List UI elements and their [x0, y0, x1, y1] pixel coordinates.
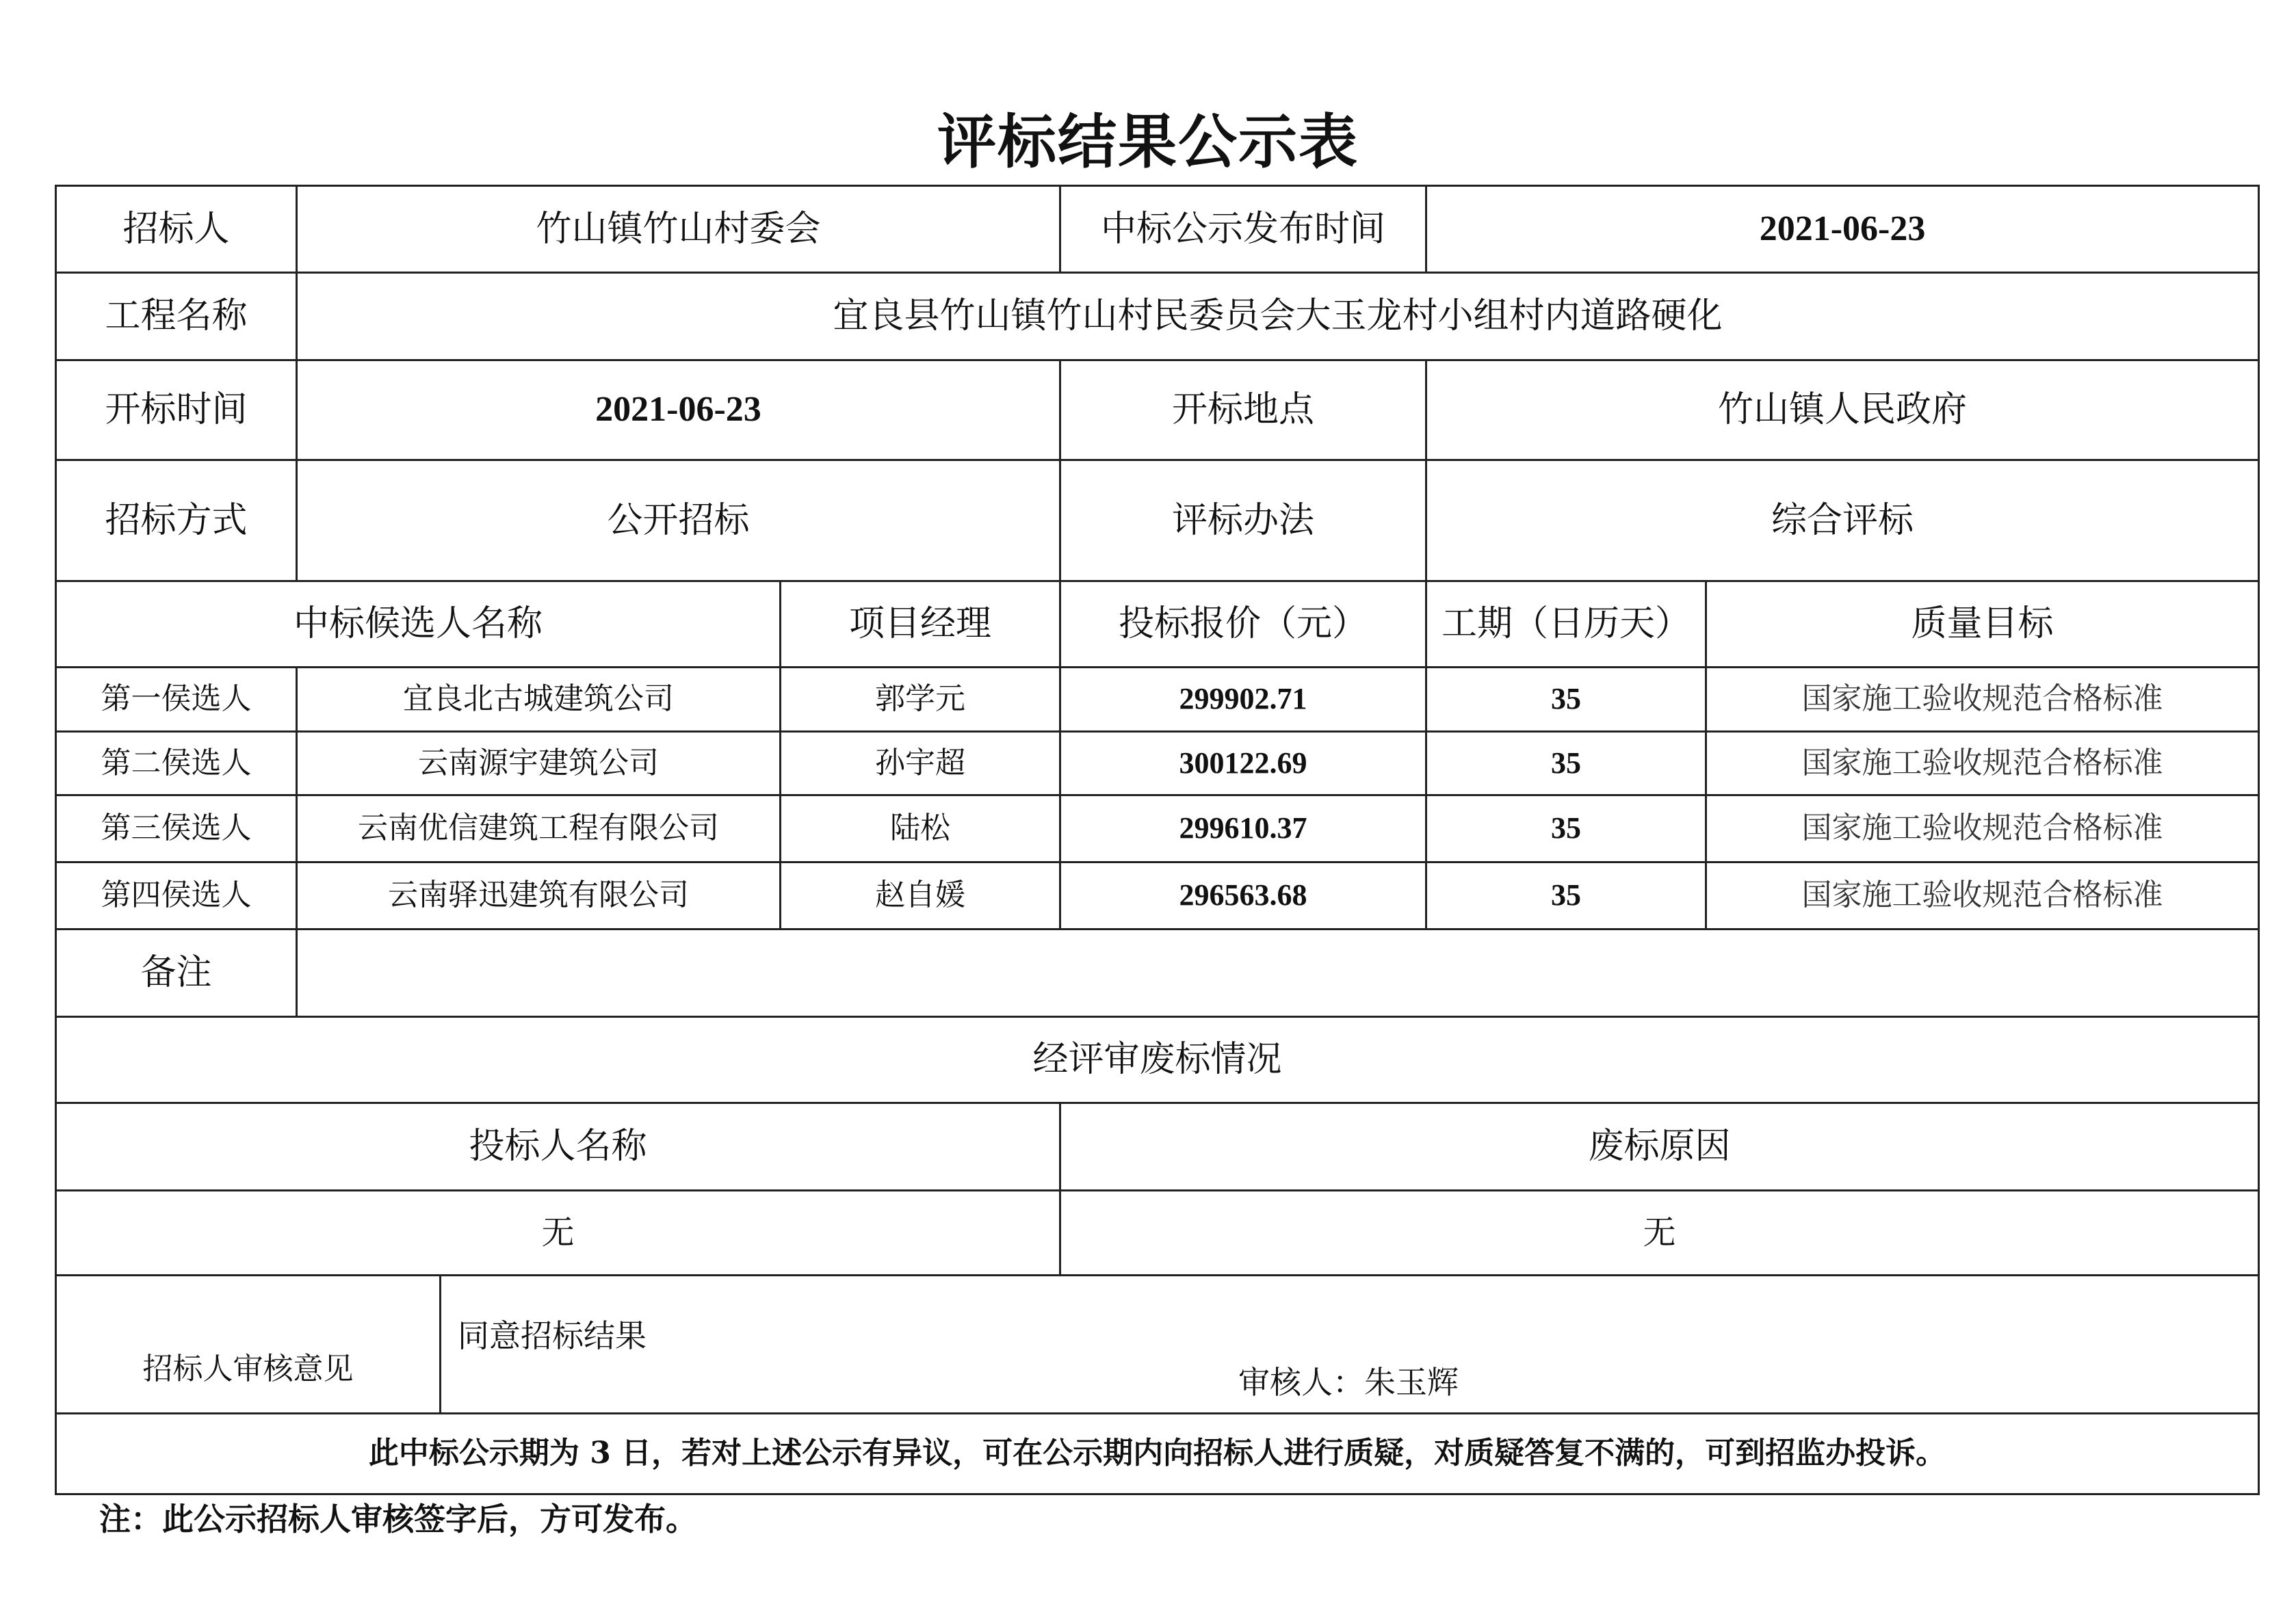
abandoned-section-title: 经评审废标情况: [56, 1017, 2259, 1103]
col-header-manager: 项目经理: [781, 581, 1060, 668]
candidate-rank: 第三侯选人: [56, 795, 297, 862]
col-header-days: 工期（日历天）: [1426, 581, 1706, 668]
col-header-company: 中标候选人名称: [56, 581, 781, 668]
page-title: 评标结果公示表: [937, 107, 1359, 176]
open-place-value: 竹山镇人民政府: [1426, 360, 2259, 460]
notice-text: 此中标公示期为 3 日，若对上述公示有异议，可在公示期内向招标人进行质疑，对质疑答复不满的，可到招监办投诉。: [56, 1414, 2259, 1494]
candidate-manager: 陆松: [781, 795, 1060, 862]
candidate-quality: 国家施工验收规范合格标准: [1706, 795, 2259, 862]
eval-value: 综合评标: [1426, 460, 2259, 581]
candidate-days: 35: [1426, 732, 1706, 795]
publish-time-value: 2021-06-23: [1426, 186, 2259, 273]
candidate-header-row: [56, 581, 2259, 668]
candidate-price: 299610.37: [1060, 795, 1426, 862]
remarks-row: [56, 930, 2259, 1017]
method-row: [56, 460, 2259, 581]
table-row: [56, 668, 2259, 732]
tenderer-value: 竹山镇竹山村委会: [297, 186, 1060, 273]
abandoned-value-row: [56, 1191, 2259, 1276]
tenderer-row: [56, 186, 2259, 273]
candidate-price: 299902.71: [1060, 668, 1426, 732]
project-label: 工程名称: [56, 273, 297, 360]
candidate-company: 云南驿迅建筑有限公司: [297, 862, 781, 930]
col-header-price: 投标报价（元）: [1060, 581, 1426, 668]
publish-time-label: 中标公示发布时间: [1060, 186, 1426, 273]
abandoned-title-row: [56, 1017, 2259, 1103]
review-row: [56, 1276, 2259, 1414]
candidate-price: 300122.69: [1060, 732, 1426, 795]
table-row: [56, 862, 2259, 930]
candidate-days: 35: [1426, 862, 1706, 930]
candidate-rank: 第一侯选人: [56, 668, 297, 732]
candidate-company: 宜良北古城建筑公司: [297, 668, 781, 732]
candidate-manager: 郭学元: [781, 668, 1060, 732]
candidate-rank: 第四侯选人: [56, 862, 297, 930]
candidate-rank: 第二侯选人: [56, 732, 297, 795]
candidate-price: 296563.68: [1060, 862, 1426, 930]
candidate-company: 云南优信建筑工程有限公司: [297, 795, 781, 862]
table-row: [56, 732, 2259, 795]
bid-result-table: [55, 185, 2260, 1495]
tenderer-label: 招标人: [56, 186, 297, 273]
footnote: 注：此公示招标人审核签字后，方可发布。: [99, 1501, 697, 1538]
review-label: 招标人审核意见: [56, 1276, 441, 1414]
review-content: [441, 1276, 2259, 1414]
remarks-label: 备注: [56, 930, 297, 1017]
candidate-manager: 赵自媛: [781, 862, 1060, 930]
review-opinion: 同意招标结果: [458, 1317, 647, 1354]
eval-label: 评标办法: [1060, 460, 1426, 581]
open-time-label: 开标时间: [56, 360, 297, 460]
open-time-value: 2021-06-23: [297, 360, 1060, 460]
open-place-label: 开标地点: [1060, 360, 1426, 460]
candidate-manager: 孙宇超: [781, 732, 1060, 795]
method-label: 招标方式: [56, 460, 297, 581]
candidate-quality: 国家施工验收规范合格标准: [1706, 862, 2259, 930]
candidate-days: 35: [1426, 668, 1706, 732]
abandoned-reason-value: 无: [1060, 1191, 2259, 1276]
remarks-value: [297, 930, 2259, 1017]
candidate-quality: 国家施工验收规范合格标准: [1706, 668, 2259, 732]
notice-row: [56, 1414, 2259, 1494]
project-value: 宜良县竹山镇竹山村民委员会大玉龙村小组村内道路硬化: [297, 273, 2259, 360]
abandoned-reason-label: 废标原因: [1060, 1103, 2259, 1191]
abandoned-header-row: [56, 1103, 2259, 1191]
project-row: [56, 273, 2259, 360]
open-time-row: [56, 360, 2259, 460]
abandoned-bidder-value: 无: [56, 1191, 1060, 1276]
reviewer-name: 审核人：朱玉辉: [1238, 1364, 1459, 1401]
col-header-quality: 质量目标: [1706, 581, 2259, 668]
candidate-quality: 国家施工验收规范合格标准: [1706, 732, 2259, 795]
table-row: [56, 795, 2259, 862]
abandoned-bidder-label: 投标人名称: [56, 1103, 1060, 1191]
candidate-days: 35: [1426, 795, 1706, 862]
method-value: 公开招标: [297, 460, 1060, 581]
candidate-company: 云南源宇建筑公司: [297, 732, 781, 795]
